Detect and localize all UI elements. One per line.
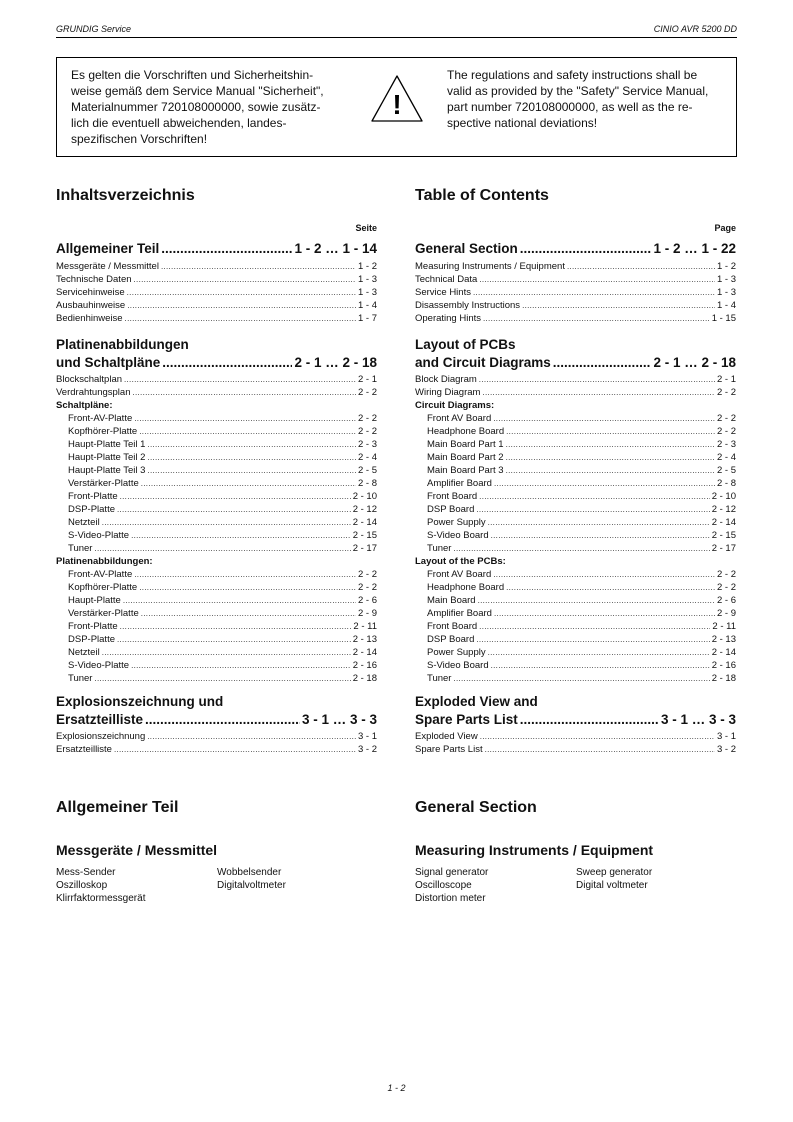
toc-entry-leader <box>479 375 715 384</box>
toc-entry <box>68 452 377 465</box>
toc-entry-page: 2 - 2 <box>357 413 377 424</box>
toc-entry-page: 1 - 3 <box>357 274 377 285</box>
toc-entry-leader <box>132 388 356 397</box>
toc-german <box>56 0 377 800</box>
toc-entry-leader <box>141 609 356 618</box>
toc-entry-leader <box>125 314 356 323</box>
toc-entry-leader <box>567 262 715 271</box>
toc-entry-label: Tuner <box>427 543 452 554</box>
toc-entry <box>427 452 736 465</box>
toc-entry-leader <box>476 635 709 644</box>
toc-entry <box>68 543 377 556</box>
toc-entry-page: 1 - 3 <box>716 274 736 285</box>
toc-entry-page: 2 - 16 <box>711 660 736 671</box>
equipment-title-german: Messgeräte / Messmittel <box>56 842 218 858</box>
toc-entry-page: 2 - 13 <box>711 634 736 645</box>
toc-entry <box>68 478 377 491</box>
toc-entry-leader <box>506 440 715 449</box>
toc-entry-leader <box>134 570 356 579</box>
toc-entry <box>68 634 377 647</box>
toc-entry-label: Ersatzteilliste <box>56 744 112 755</box>
toc-entry-page: 2 - 3 <box>357 439 377 450</box>
toc-entry-leader <box>493 570 715 579</box>
toc-entry <box>56 274 377 287</box>
toc-entry-label: Tuner <box>68 673 93 684</box>
toc-entry <box>68 517 377 530</box>
toc-entry-leader <box>494 479 715 488</box>
toc-entry <box>415 274 736 287</box>
toc-entry-page: 2 - 11 <box>353 621 377 632</box>
toc-entry-leader <box>127 288 356 297</box>
toc-entry-page: 2 - 4 <box>357 452 377 463</box>
toc-section-3-pages: 3 - 1 … 3 - 3 <box>301 712 377 727</box>
toc-entry-label: Spare Parts List <box>415 744 483 755</box>
toc-entry-label: Kopfhörer-Platte <box>68 426 138 437</box>
toc-entry-leader <box>127 301 356 310</box>
toc-entry-label: Power Supply <box>427 647 486 658</box>
toc-entry-label: Power Supply <box>427 517 486 528</box>
toc-entry-page: 2 - 2 <box>716 413 736 424</box>
toc-entry-page: 1 - 2 <box>357 261 377 272</box>
toc-page-column-label: Page <box>714 223 736 233</box>
toc-entry-page: 3 - 1 <box>716 731 736 742</box>
toc-entry-leader <box>485 745 715 754</box>
toc-section-1 <box>56 241 377 259</box>
toc-entry <box>68 439 377 452</box>
toc-section-1 <box>415 241 736 259</box>
toc-entry-label: Verstärker-Platte <box>68 478 139 489</box>
toc-entry-page: 2 - 1 <box>357 374 377 385</box>
toc-entry-page: 2 - 2 <box>716 582 736 593</box>
toc-entry-page: 1 - 3 <box>357 287 377 298</box>
toc-section-1-pages: 1 - 2 … 1 - 22 <box>653 241 736 256</box>
toc-entry <box>56 731 377 744</box>
toc-entry-page: 2 - 11 <box>712 621 736 632</box>
toc-entry-page: 2 - 13 <box>352 634 377 645</box>
toc-entry-label: Main Board Part 2 <box>427 452 504 463</box>
toc-entry-leader <box>120 622 352 631</box>
toc-entry-page: 1 - 4 <box>716 300 736 311</box>
toc-entry-label: Messgeräte / Messmittel <box>56 261 159 272</box>
toc-entry-leader <box>479 492 710 501</box>
toc-entry <box>68 647 377 660</box>
toc-entry-page: 2 - 5 <box>716 465 736 476</box>
toc-entry-leader <box>102 648 351 657</box>
toc-entry-page: 2 - 2 <box>357 582 377 593</box>
toc-entry <box>415 387 736 400</box>
toc-section-3-label: Spare Parts List <box>415 712 518 727</box>
toc-entry-page: 2 - 2 <box>357 387 377 398</box>
toc-entry <box>427 621 736 634</box>
toc-entry-leader <box>147 453 356 462</box>
toc-entry <box>56 287 377 300</box>
toc-entry-label: Tuner <box>68 543 93 554</box>
toc-section-3 <box>415 712 736 730</box>
toc-entry-page: 2 - 6 <box>357 595 377 606</box>
toc-entry <box>427 543 736 556</box>
toc-entry-label: Servicehinweise <box>56 287 125 298</box>
header-model: CINIO AVR 5200 DD <box>653 24 737 34</box>
toc-title: Inhaltsverzeichnis <box>56 187 195 204</box>
toc-entry-page: 2 - 14 <box>352 647 377 658</box>
toc-entry-label: Haupt-Platte Teil 3 <box>68 465 146 476</box>
toc-entry <box>427 517 736 530</box>
toc-entry-label: S-Video-Platte <box>68 530 130 541</box>
toc-entry-leader <box>478 596 715 605</box>
toc-entry-leader <box>506 583 715 592</box>
toc-entry-leader <box>131 661 351 670</box>
toc-entry-label: Front-Platte <box>68 621 118 632</box>
toc-entry-page: 3 - 2 <box>716 744 736 755</box>
toc-section-2-label: und Schaltpläne <box>56 355 161 370</box>
toc-entry <box>68 582 377 595</box>
toc-entry-leader <box>506 453 715 462</box>
toc-entry-leader <box>473 288 715 297</box>
toc-entry <box>68 504 377 517</box>
toc-entry-label: S-Video Board <box>427 660 489 671</box>
toc-entry-page: 2 - 15 <box>352 530 377 541</box>
toc-entry <box>68 608 377 621</box>
toc-entry-label: Front-AV-Platte <box>68 413 133 424</box>
toc-entry-page: 2 - 18 <box>352 673 377 684</box>
header-brand: GRUNDIG Service <box>56 24 132 34</box>
toc-entry <box>427 647 736 660</box>
toc-entry-label: Wiring Diagram <box>415 387 481 398</box>
toc-section-2-leader <box>553 355 652 370</box>
toc-section-2-title: Layout of PCBs <box>415 337 516 352</box>
toc-english <box>415 0 736 800</box>
toc-entry-leader <box>491 661 710 670</box>
toc-entry <box>56 300 377 313</box>
toc-entry-leader <box>139 427 356 436</box>
toc-entry-leader <box>117 505 351 514</box>
toc-entry-leader <box>482 388 715 397</box>
toc-entry-page: 2 - 2 <box>716 387 736 398</box>
toc-entry <box>427 439 736 452</box>
toc-entry-page: 2 - 2 <box>716 569 736 580</box>
toc-entry-page: 2 - 8 <box>716 478 736 489</box>
toc-section-2-pages: 2 - 1 … 2 - 18 <box>653 355 736 370</box>
toc-entry-page: 2 - 1 <box>716 374 736 385</box>
toc-entry <box>68 660 377 673</box>
toc-entry-page: 2 - 6 <box>716 595 736 606</box>
toc-entry-leader <box>480 732 715 741</box>
toc-entry <box>427 608 736 621</box>
toc-entry <box>427 569 736 582</box>
general-title-german: Allgemeiner Teil <box>56 799 179 816</box>
toc-page-column-label: Seite <box>355 223 377 233</box>
toc-entry-label: S-Video-Platte <box>68 660 130 671</box>
toc-entry-label: Technische Daten <box>56 274 132 285</box>
toc-entry-page: 2 - 12 <box>352 504 377 515</box>
toc-entry-leader <box>453 544 709 553</box>
toc-section-1-label: Allgemeiner Teil <box>56 241 160 256</box>
toc-entry <box>427 582 736 595</box>
toc-entry-label: Explosionszeichnung <box>56 731 146 742</box>
toc-entry-label: Amplifier Board <box>427 478 492 489</box>
toc-entry-page: 2 - 12 <box>711 504 736 515</box>
toc-entry-page: 2 - 4 <box>716 452 736 463</box>
toc-entry-page: 2 - 2 <box>357 426 377 437</box>
toc-entry <box>427 504 736 517</box>
toc-entry-label: Blockschaltplan <box>56 374 123 385</box>
toc-entry <box>56 261 377 274</box>
toc-entry-label: DSP Board <box>427 504 475 515</box>
toc-section-1-leader <box>520 241 652 256</box>
toc-entry-label: Disassembly Instructions <box>415 300 521 311</box>
toc-entry-leader <box>94 544 350 553</box>
toc-entry-page: 2 - 15 <box>711 530 736 541</box>
toc-entry-label: Service Hints <box>415 287 471 298</box>
toc-entry-leader <box>134 414 356 423</box>
toc-entry-leader <box>120 492 351 501</box>
toc-entry-page: 2 - 14 <box>711 647 736 658</box>
safety-notice-english: The regulations and safety instructions shall be valid as provided by the "Safety" Service Manual, part number 720108000000, as well as the re- spective national deviations! <box>447 68 709 130</box>
toc-entry-label: Front AV Board <box>427 569 492 580</box>
toc-section-3-leader <box>520 712 659 727</box>
page-number: 1 - 2 <box>387 1083 406 1093</box>
toc-entry-leader <box>493 414 715 423</box>
svg-text:!: ! <box>392 89 402 120</box>
toc-entry <box>427 673 736 686</box>
toc-entry-leader <box>453 674 709 683</box>
toc-entry-label: DSP-Platte <box>68 504 115 515</box>
toc-entry-page: 1 - 15 <box>711 313 736 324</box>
toc-entry-page: 2 - 9 <box>716 608 736 619</box>
toc-entry <box>56 387 377 400</box>
toc-entry <box>68 595 377 608</box>
toc-entry-label: Main Board Part 1 <box>427 439 504 450</box>
toc-section-2 <box>56 355 377 373</box>
equipment-list-german-1: Mess-Sender Oszilloskop Klirrfaktormessgerät <box>56 867 146 904</box>
toc-entry <box>68 465 377 478</box>
toc-entry-leader <box>476 505 709 514</box>
toc-entry-page: 2 - 2 <box>357 569 377 580</box>
toc-entry-label: DSP-Platte <box>68 634 115 645</box>
toc-section-2-label: and Circuit Diagrams <box>415 355 551 370</box>
toc-entry-label: Haupt-Platte Teil 2 <box>68 452 146 463</box>
toc-subheading: Platinenabbildungen: <box>56 556 153 567</box>
toc-entry <box>427 660 736 673</box>
toc-entry-leader <box>94 674 350 683</box>
toc-entry <box>68 491 377 504</box>
toc-entry-label: Front-Platte <box>68 491 118 502</box>
toc-entry-label: Measuring Instruments / Equipment <box>415 261 565 272</box>
equipment-title-english: Measuring Instruments / Equipment <box>415 842 654 858</box>
toc-entry-label: Block Diagram <box>415 374 477 385</box>
toc-entry-label: Exploded View <box>415 731 478 742</box>
toc-entry-leader <box>131 531 351 540</box>
toc-entry-page: 2 - 5 <box>357 465 377 476</box>
toc-entry-label: Verdrahtungsplan <box>56 387 131 398</box>
toc-entry <box>427 595 736 608</box>
toc-entry-page: 2 - 2 <box>716 426 736 437</box>
toc-entry <box>68 413 377 426</box>
toc-title: Table of Contents <box>415 187 549 204</box>
equipment-list-english-1: Signal generator Oscilloscope Distortion meter <box>415 867 489 904</box>
toc-entry <box>56 744 377 757</box>
toc-entry-leader <box>522 301 715 310</box>
toc-entry-page: 3 - 1 <box>357 731 377 742</box>
toc-entry-leader <box>494 609 715 618</box>
toc-entry-leader <box>139 583 356 592</box>
toc-entry <box>427 634 736 647</box>
toc-entry-label: Netzteil <box>68 647 100 658</box>
toc-entry-page: 2 - 14 <box>352 517 377 528</box>
toc-entry-leader <box>506 466 715 475</box>
toc-entry-label: Tuner <box>427 673 452 684</box>
toc-entry <box>415 287 736 300</box>
toc-entry-page: 2 - 3 <box>716 439 736 450</box>
toc-entry-page: 3 - 2 <box>357 744 377 755</box>
toc-entry-label: Front Board <box>427 621 478 632</box>
toc-section-3-title: Explosionszeichnung und <box>56 694 224 709</box>
toc-section-1-label: General Section <box>415 241 518 256</box>
toc-entry-leader <box>141 479 356 488</box>
toc-section-3 <box>56 712 377 730</box>
toc-entry <box>415 731 736 744</box>
toc-entry-leader <box>488 518 710 527</box>
toc-entry-label: Verstärker-Platte <box>68 608 139 619</box>
toc-entry <box>56 374 377 387</box>
toc-entry-label: Front AV Board <box>427 413 492 424</box>
toc-subheading: Schaltpläne: <box>56 400 113 411</box>
toc-entry-label: Main Board <box>427 595 476 606</box>
toc-section-2 <box>415 355 736 373</box>
toc-entry-leader <box>147 732 356 741</box>
toc-entry-page: 2 - 10 <box>352 491 377 502</box>
toc-entry <box>427 426 736 439</box>
toc-entry-page: 2 - 10 <box>711 491 736 502</box>
toc-entry <box>427 491 736 504</box>
toc-entry <box>415 261 736 274</box>
toc-section-2-title: Platinenabbildungen <box>56 337 189 352</box>
toc-entry-leader <box>479 622 710 631</box>
general-title-english: General Section <box>415 799 537 816</box>
toc-entry <box>68 673 377 686</box>
toc-entry <box>68 569 377 582</box>
toc-entry-label: Kopfhörer-Platte <box>68 582 138 593</box>
toc-entry-leader <box>506 427 715 436</box>
toc-entry <box>427 530 736 543</box>
equipment-list-german-2: Wobbelsender Digitalvoltmeter <box>217 867 286 891</box>
toc-entry-page: 2 - 8 <box>357 478 377 489</box>
toc-entry-label: Headphone Board <box>427 426 505 437</box>
toc-entry <box>427 413 736 426</box>
toc-entry-label: Front-AV-Platte <box>68 569 133 580</box>
toc-entry <box>56 313 377 326</box>
toc-entry-leader <box>479 275 715 284</box>
toc-entry-label: S-Video Board <box>427 530 489 541</box>
toc-entry-label: Haupt-Platte <box>68 595 121 606</box>
toc-section-3-title: Exploded View and <box>415 694 538 709</box>
toc-section-2-pages: 2 - 1 … 2 - 18 <box>294 355 377 370</box>
toc-entry-label: Front Board <box>427 491 478 502</box>
toc-section-2-leader <box>162 355 292 370</box>
toc-entry-label: Netzteil <box>68 517 100 528</box>
toc-entry-page: 1 - 2 <box>716 261 736 272</box>
toc-subheading: Layout of the PCBs: <box>415 556 506 567</box>
toc-entry-leader <box>123 596 356 605</box>
toc-entry-label: Haupt-Platte Teil 1 <box>68 439 146 450</box>
toc-entry-label: DSP Board <box>427 634 475 645</box>
toc-entry-page: 2 - 17 <box>711 543 736 554</box>
toc-entry-page: 2 - 16 <box>352 660 377 671</box>
toc-entry-label: Technical Data <box>415 274 478 285</box>
toc-section-3-leader <box>145 712 300 727</box>
toc-entry-label: Main Board Part 3 <box>427 465 504 476</box>
toc-entry-label: Bedienhinweise <box>56 313 123 324</box>
toc-entry-label: Ausbauhinweise <box>56 300 126 311</box>
toc-section-1-pages: 1 - 2 … 1 - 14 <box>294 241 377 256</box>
toc-entry-leader <box>124 375 356 384</box>
toc-section-3-label: Ersatzteilliste <box>56 712 144 727</box>
toc-entry <box>415 374 736 387</box>
toc-entry <box>415 313 736 326</box>
toc-entry-page: 1 - 7 <box>357 313 377 324</box>
safety-notice-german: Es gelten die Vorschriften und Sicherheitshin- weise gemäß dem Service Manual "Sicherheit", Materialnummer 720108000000, sowie zusätz- lich die eventuell abweichenden, landes- spezifischen Vorschriften! <box>71 68 324 146</box>
toc-entry-leader <box>134 275 356 284</box>
toc-entry-leader <box>102 518 351 527</box>
toc-entry-label: Operating Hints <box>415 313 482 324</box>
toc-entry-page: 2 - 17 <box>352 543 377 554</box>
toc-entry-leader <box>161 262 356 271</box>
toc-entry <box>68 530 377 543</box>
toc-entry-page: 1 - 3 <box>716 287 736 298</box>
toc-entry-page: 1 - 4 <box>357 300 377 311</box>
toc-entry-page: 2 - 14 <box>711 517 736 528</box>
toc-entry-leader <box>491 531 710 540</box>
toc-subheading: Circuit Diagrams: <box>415 400 495 411</box>
toc-entry-leader <box>483 314 710 323</box>
toc-entry <box>427 465 736 478</box>
toc-entry <box>415 300 736 313</box>
toc-entry-page: 2 - 9 <box>357 608 377 619</box>
equipment-list-english-2: Sweep generator Digital voltmeter <box>576 867 653 891</box>
toc-section-3-pages: 3 - 1 … 3 - 3 <box>660 712 736 727</box>
toc-entry <box>68 426 377 439</box>
toc-entry-label: Headphone Board <box>427 582 505 593</box>
toc-entry <box>427 478 736 491</box>
toc-entry-leader <box>114 745 356 754</box>
toc-entry-label: Amplifier Board <box>427 608 492 619</box>
toc-entry-leader <box>488 648 710 657</box>
toc-entry-leader <box>147 440 356 449</box>
toc-entry-leader <box>117 635 351 644</box>
toc-entry <box>415 744 736 757</box>
toc-entry <box>68 621 377 634</box>
toc-entry-leader <box>147 466 356 475</box>
toc-entry-page: 2 - 18 <box>711 673 736 684</box>
toc-section-1-leader <box>161 241 292 256</box>
